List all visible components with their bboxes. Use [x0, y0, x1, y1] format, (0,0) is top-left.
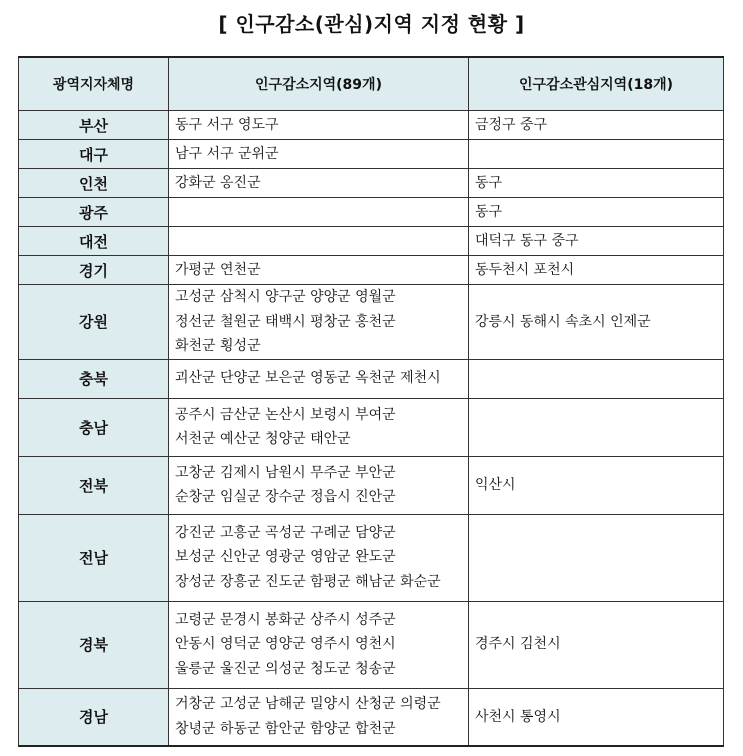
table-row [19, 256, 724, 285]
concern-areas-cell [469, 169, 724, 198]
region-name-cell: 전남 [19, 514, 169, 601]
region-name-cell: 부산 [19, 111, 169, 140]
area-line: 동구 [475, 203, 503, 220]
area-line: 동두천시 포천시 [475, 261, 575, 278]
area-line: 창녕군 하동군 함안군 함양군 합천군 [175, 720, 396, 737]
concern-areas-cell [469, 256, 724, 285]
decline-areas-cell [169, 514, 469, 601]
area-line: 보성군 신안군 영광군 영암군 완도군 [175, 549, 396, 566]
region-name-cell: 인천 [19, 169, 169, 198]
decline-areas-cell [169, 111, 469, 140]
area-line: 강릉시 동해시 속초시 인제군 [475, 313, 651, 330]
table-row [19, 456, 724, 514]
table-row [19, 359, 724, 398]
area-line: 순창군 임실군 장수군 정읍시 진안군 [175, 489, 396, 505]
decline-areas-cell [169, 601, 469, 688]
decline-areas-cell [169, 256, 469, 285]
table-row [19, 688, 724, 746]
concern-areas-cell [469, 601, 724, 688]
area-line: 거창군 고성군 남해군 밀양시 산청군 의령군 [175, 696, 441, 713]
header-concern-areas: 인구감소관심지역(18개) [469, 57, 724, 111]
area-line: 고창군 김제시 남원시 무주군 부안군 [175, 464, 396, 481]
region-name-cell: 충북 [19, 359, 169, 398]
area-line: 화천군 횡성군 [175, 338, 261, 354]
area-line: 괴산군 단양군 보은군 영동군 옥천군 제천시 [175, 370, 441, 387]
page-title: [ 인구감소(관심)지역 지정 현황 ] [218, 12, 525, 36]
decline-areas-cell [169, 359, 469, 398]
region-name-cell: 충남 [19, 398, 169, 456]
region-name-cell: 대전 [19, 227, 169, 256]
area-line: 동구 서구 영도구 [175, 116, 279, 133]
area-line: 정선군 철원군 태백시 평창군 홍천군 [175, 313, 396, 330]
concern-areas-cell [469, 398, 724, 456]
area-line: 가평군 연천군 [175, 261, 261, 278]
header-decline-areas: 인구감소지역(89개) [169, 57, 469, 111]
area-line: 안동시 영덕군 영양군 영주시 영천시 [175, 636, 396, 653]
region-name-cell: 경북 [19, 601, 169, 688]
decline-areas-cell [169, 169, 469, 198]
area-line: 대덕구 동구 중구 [475, 232, 579, 249]
concern-areas-cell [469, 359, 724, 398]
area-line: 공주시 금산군 논산시 보령시 부여군 [175, 406, 396, 423]
table-row [19, 601, 724, 688]
area-line: 울릉군 울진군 의성군 청도군 청송군 [175, 660, 396, 677]
concern-areas-cell [469, 111, 724, 140]
decline-areas-cell [169, 456, 469, 514]
region-name-cell: 경남 [19, 688, 169, 746]
region-name-cell: 광주 [19, 198, 169, 227]
decline-areas-cell [169, 198, 469, 227]
area-line: 동구 [475, 174, 503, 191]
area-line: 장성군 장흥군 진도군 함평군 해남군 화순군 [175, 573, 441, 590]
table-row [19, 514, 724, 601]
concern-areas-cell [469, 456, 724, 514]
area-line: 사천시 통영시 [475, 708, 561, 725]
region-name-cell: 경기 [19, 256, 169, 285]
concern-areas-cell [469, 285, 724, 360]
table-row [19, 198, 724, 227]
table-row [19, 227, 724, 256]
area-line: 고성군 삼척시 양구군 양양군 영월군 [175, 289, 396, 305]
region-name-cell: 전북 [19, 456, 169, 514]
area-line: 금정구 중구 [475, 116, 548, 133]
decline-areas-cell [169, 285, 469, 360]
table-row [19, 285, 724, 360]
area-line: 강화군 옹진군 [175, 174, 261, 191]
table-row [19, 140, 724, 169]
decline-areas-cell [169, 398, 469, 456]
table-body [19, 111, 724, 747]
region-name-cell: 강원 [19, 285, 169, 360]
concern-areas-cell [469, 688, 724, 746]
decline-areas-cell [169, 140, 469, 169]
table-row [19, 111, 724, 140]
concern-areas-cell [469, 198, 724, 227]
decline-areas-cell [169, 227, 469, 256]
table-header-row [19, 57, 724, 111]
table-row [19, 398, 724, 456]
region-name-cell: 대구 [19, 140, 169, 169]
area-line: 익산시 [475, 476, 516, 493]
area-line: 서천군 예산군 청양군 태안군 [175, 431, 351, 447]
area-line: 강진군 고흥군 곡성군 구례군 담양군 [175, 524, 396, 541]
decline-areas-cell [169, 688, 469, 746]
designation-table [18, 56, 724, 747]
concern-areas-cell [469, 514, 724, 601]
table-row [19, 169, 724, 198]
concern-areas-cell [469, 140, 724, 169]
concern-areas-cell [469, 227, 724, 256]
header-region: 광역지자체명 [19, 57, 169, 111]
area-line: 경주시 김천시 [475, 636, 561, 653]
area-line: 남구 서구 군위군 [175, 145, 279, 162]
area-line: 고령군 문경시 봉화군 상주시 성주군 [175, 611, 396, 628]
